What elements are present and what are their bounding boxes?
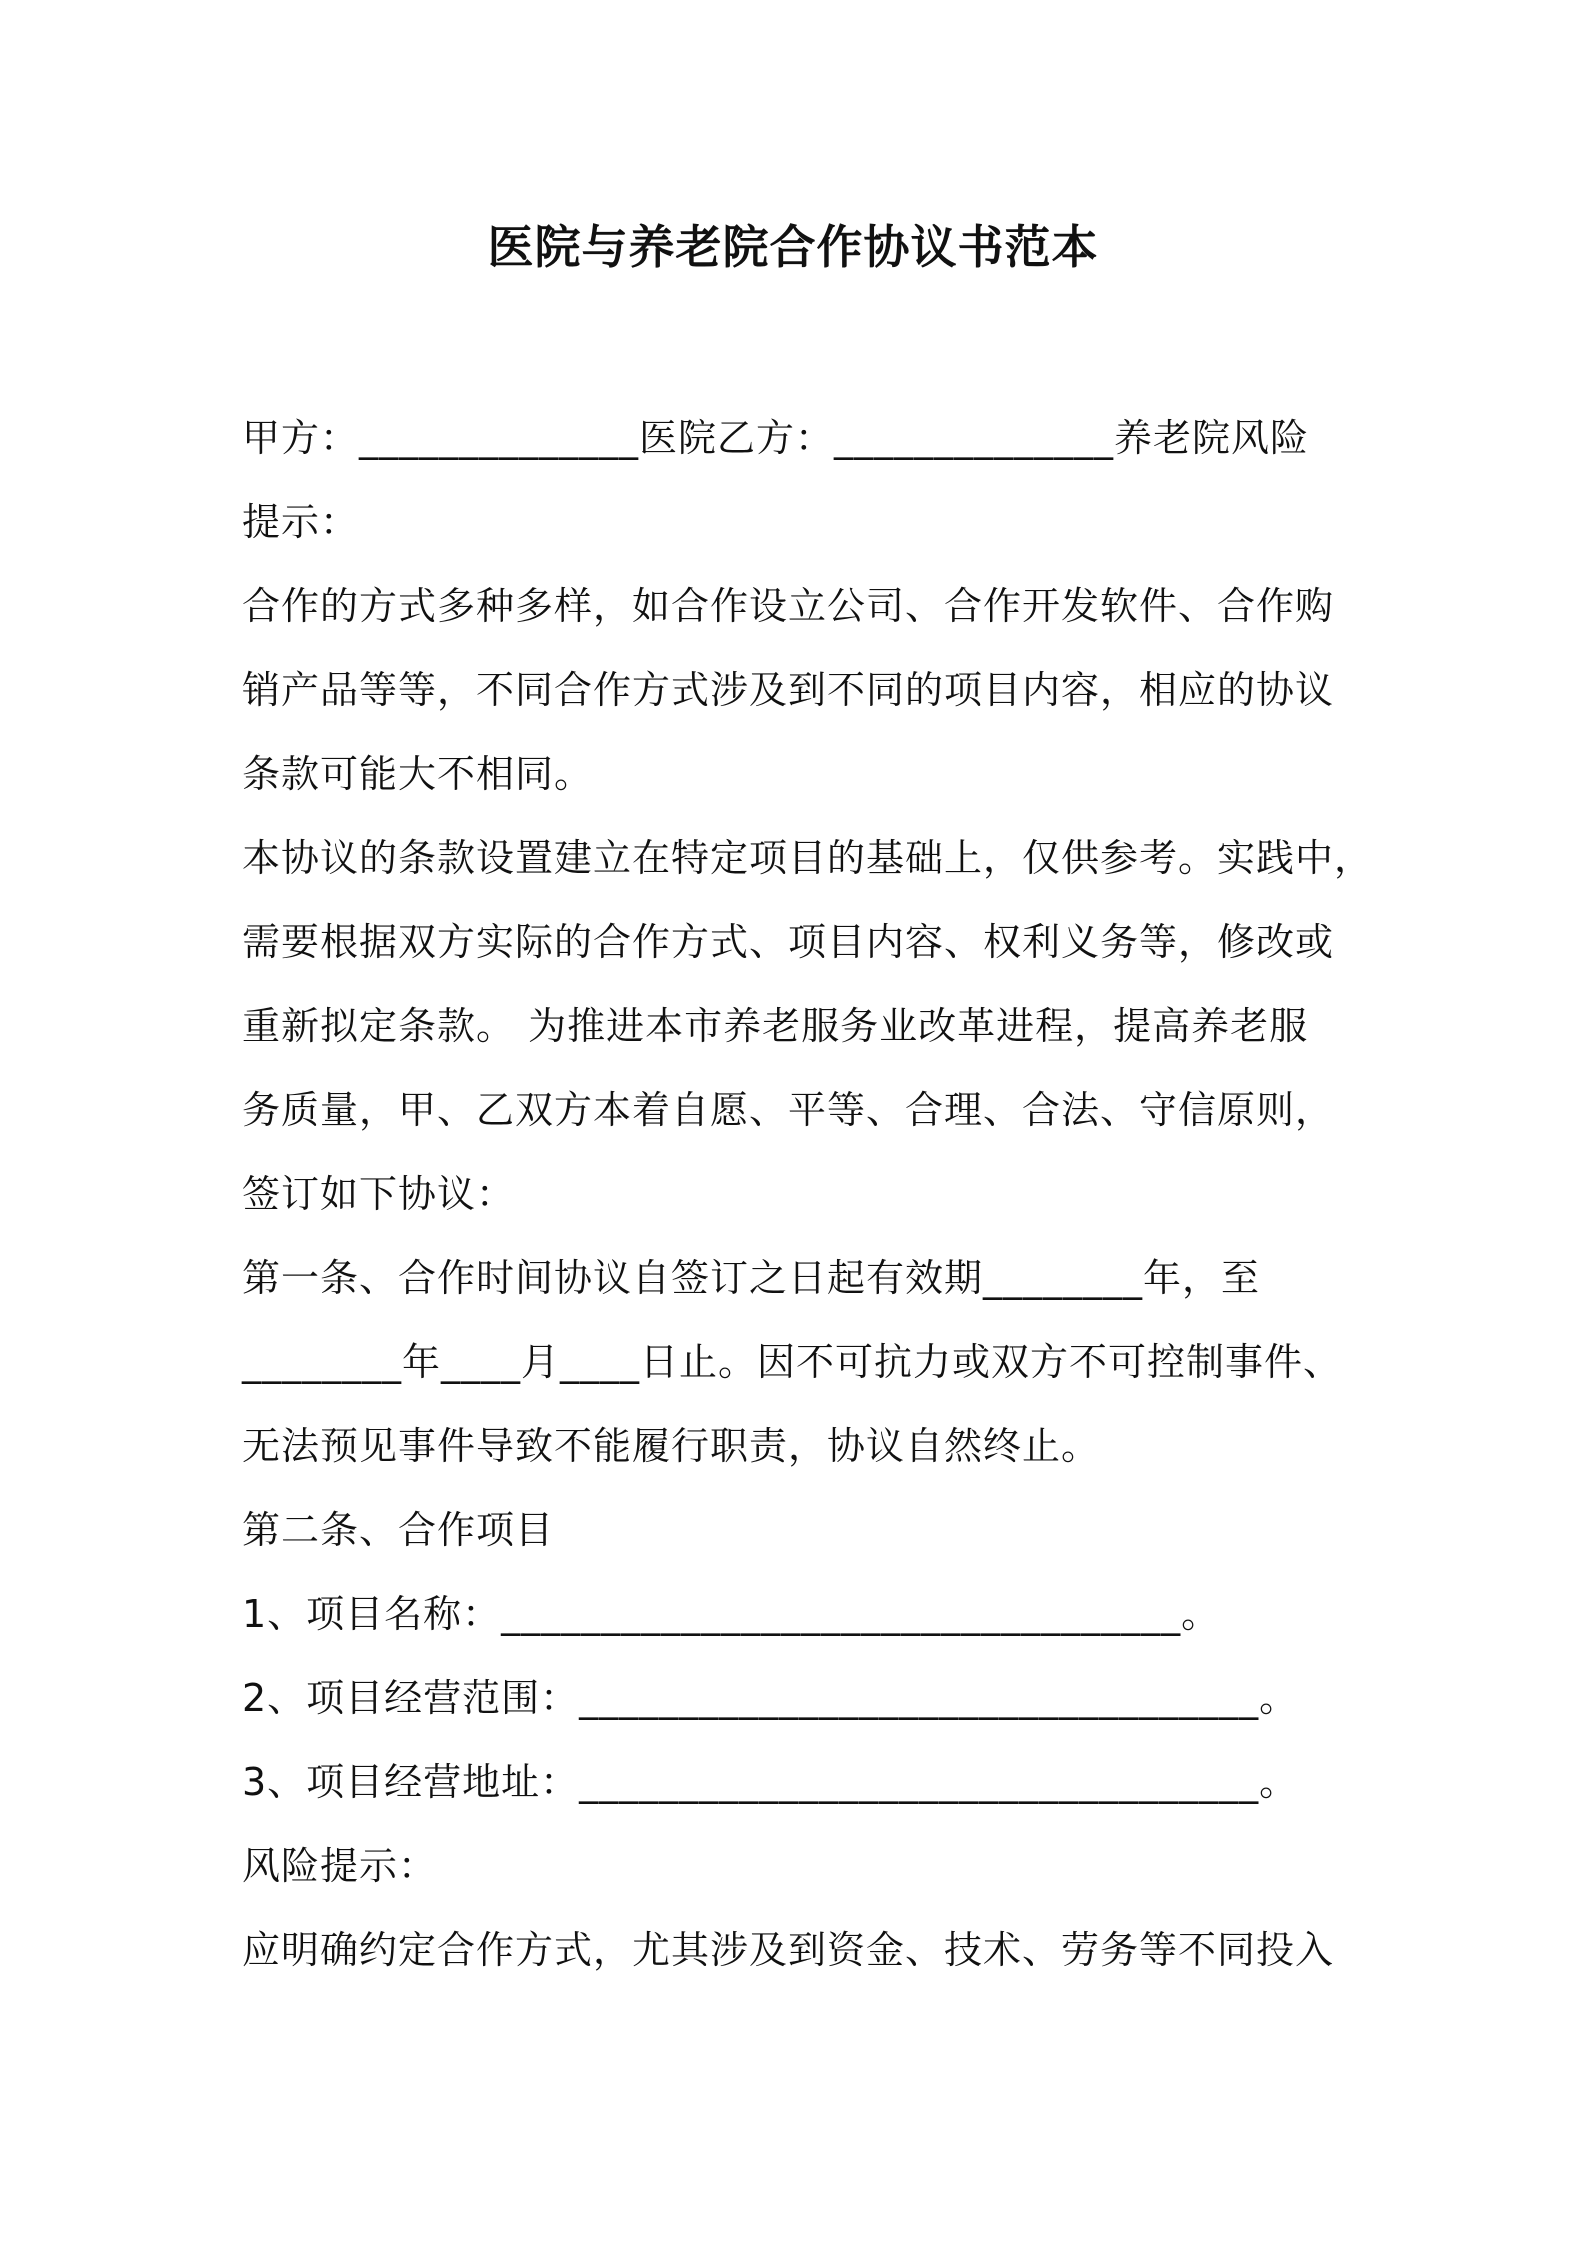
article-one-line: 无法预见事件导致不能履行职责，协议自然终止。 (242, 1424, 1101, 1468)
paragraph-line: 务质量，甲、乙双方本着自愿、平等、合理、合法、守信原则， (242, 1088, 1335, 1132)
project-name-line: 1、项目名称：__________________________________。 (242, 1592, 1221, 1636)
project-scope-line: 2、项目经营范围：__________________________________。 (242, 1676, 1299, 1720)
party-line: 甲方：______________医院乙方：______________养老院风险 (242, 416, 1310, 460)
risk-tip-label: 提示： (242, 500, 360, 544)
article-one-line: ________年____月____日止。因不可抗力或双方不可控制事件、 (242, 1340, 1343, 1384)
article-one-line: 第一条、合作时间协议自签订之日起有效期________年，至 (242, 1256, 1261, 1300)
paragraph-line: 重新拟定条款。 为推进本市养老服务业改革进程，提高养老服 (242, 1004, 1309, 1048)
paragraph-line: 销产品等等，不同合作方式涉及到不同的项目内容，相应的协议 (242, 668, 1335, 712)
paragraph-line: 合作的方式多种多样，如合作设立公司、合作开发软件、合作购 (242, 584, 1335, 628)
paragraph-line: 本协议的条款设置建立在特定项目的基础上，仅供参考。实践中， (242, 836, 1374, 880)
paragraph-line: 需要根据双方实际的合作方式、项目内容、权利义务等，修改或 (242, 920, 1335, 964)
article-two-heading: 第二条、合作项目 (242, 1508, 555, 1552)
project-address-line: 3、项目经营地址：__________________________________。 (242, 1760, 1299, 1804)
paragraph-line: 应明确约定合作方式，尤其涉及到资金、技术、劳务等不同投入 (242, 1928, 1335, 1972)
document-title: 医院与养老院合作协议书范本 (487, 220, 1099, 274)
paragraph-line: 条款可能大不相同。 (242, 752, 594, 796)
paragraph-line: 签订如下协议： (242, 1172, 516, 1216)
risk-tip-label: 风险提示： (242, 1844, 438, 1888)
